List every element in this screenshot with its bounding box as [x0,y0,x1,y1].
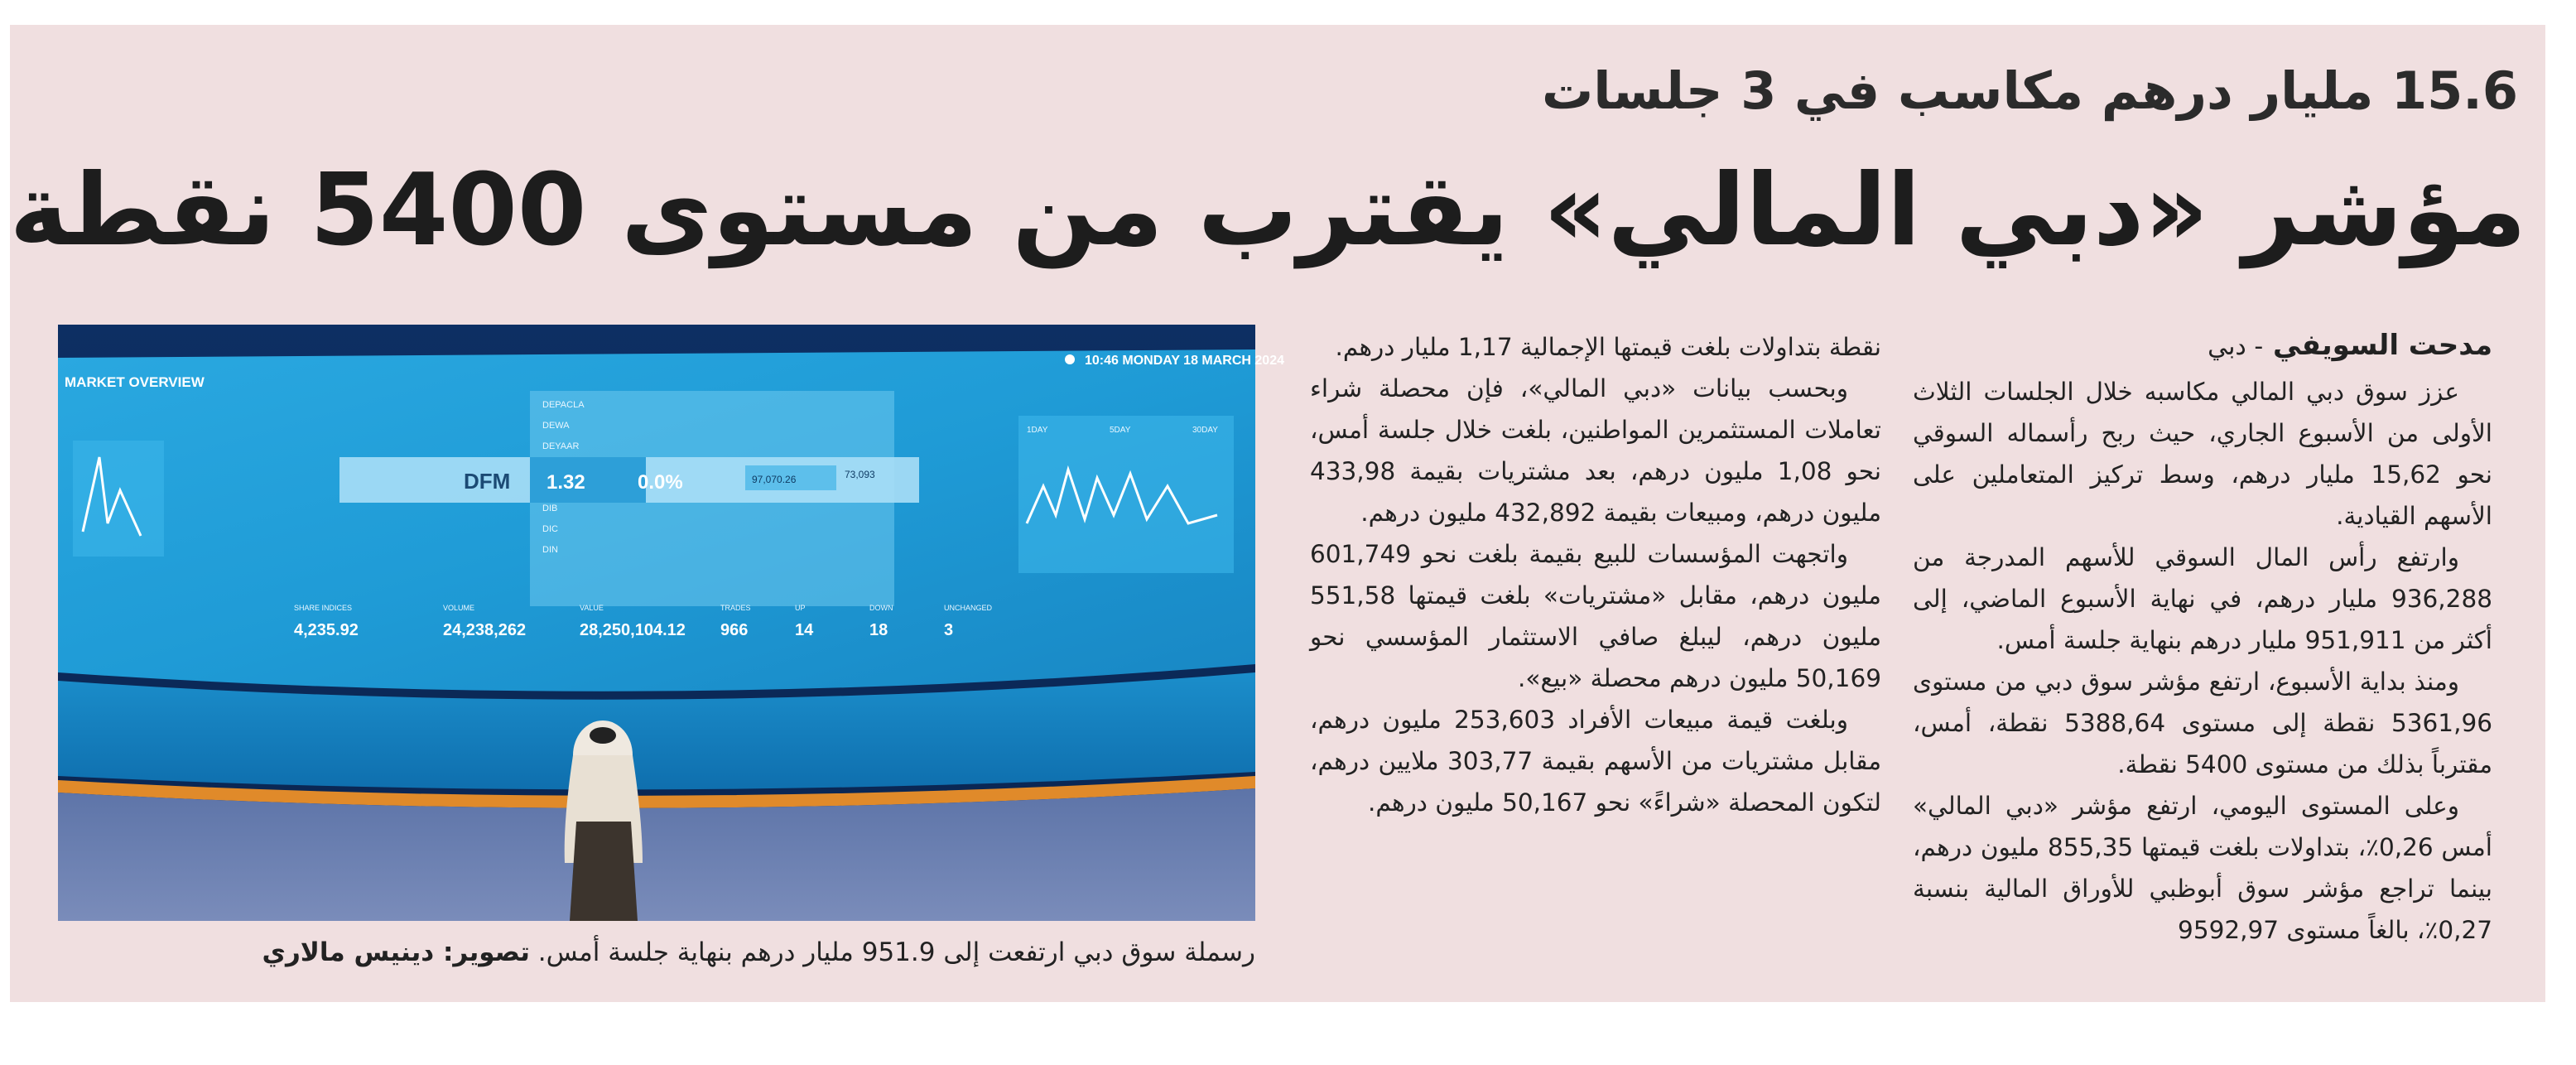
stat-label: VOLUME [443,604,475,612]
ticker-row: DEPACLA [542,400,585,410]
paragraph: وبلغت قيمة مبيعات الأفراد 253,603 مليون درهم، مقابل مشتريات من الأسهم بقيمة 303,77 ملايين درهم، لتكون المحصلة «شراءً» نحو 50,167 مليون درهم. [1310,706,1881,817]
price-chart [1018,416,1234,573]
stat-label: UNCHANGED [944,604,993,612]
volume-box: 73,093 [845,469,875,480]
ticker-row: DEYAAR [542,441,580,451]
stat-label: TRADES [720,604,751,612]
stat-label: VALUE [580,604,604,612]
article-subheadline: 15.6 مليار درهم مكاسب في 3 جلسات [1541,60,2518,121]
paragraph: ومنذ بداية الأسبوع، ارتفع مؤشر سوق دبي من مستوى 5361,96 نقطة إلى مستوى 5388,64 نقطة، أمس، مقترباً بذلك من مستوى 5400 نقطة. [1913,667,2492,778]
stat-value: 18 [869,621,888,639]
chart-tab: 5DAY [1110,426,1131,435]
paragraph: وعلى المستوى اليومي، ارتفع مؤشر «دبي المالي» أمس 0,26٪، بتداولات بلغت قيمتها 855,35 مليون درهم، بينما تراجع مؤشر سوق أبوظبي للأوراق المالية بنسبة 0,27٪، بالغاً مستوى 9592,97 [1913,792,2492,944]
article-headline: مؤشر «دبي المالي» يقترب من مستوى 5400 نقطة [9,153,2526,268]
volume-box: 97,070.26 [752,474,797,485]
index-change: 0.0% [638,471,683,494]
ticker-row: DIN [542,545,558,555]
stat-value: 3 [944,621,954,639]
ticker-row: DIB [542,504,558,513]
author-name: مدحت السويفي [2273,329,2492,362]
person-silhouette [565,720,643,921]
stat-value: 966 [720,621,749,639]
ticker-row: DIC [542,524,558,534]
byline [1913,326,2492,366]
index-name: DFM [464,469,511,494]
screen-datetime: 10:46 MONDAY 18 MARCH 2024 [1085,354,1284,368]
stat-value: 28,250,104.12 [580,621,686,639]
ticker-row: DEWA [542,421,570,431]
paragraph: عزز سوق دبي المالي مكاسبه خلال الجلسات الثلاث الأولى من الأسبوع الجاري، حيث ربح رأسماله السوقي نحو 15,62 مليار درهم، وسط تركيز المتعاملين على الأسهم القيادية. [1913,378,2493,530]
article-photo [58,325,1284,921]
stat-label: UP [795,604,806,612]
text-column-middle [1310,326,1881,823]
chart-tab: 30DAY [1192,426,1218,435]
stat-value: 24,238,262 [443,621,527,639]
stat-label: SHARE INDICES [294,604,353,612]
photo-caption [58,932,1255,972]
paragraph: واتجهت المؤسسات للبيع بقيمة بلغت نحو 601,749 مليون درهم، مقابل «مشتريات» بلغت قيمتها 551,58 مليون درهم، ليبلغ صافي الاستثمار المؤسسي نحو 50,169 مليون درهم محصلة «بيع». [1310,540,1881,692]
chart-tab: 1DAY [1027,426,1048,435]
paragraph: نقطة بتداولات بلغت قيمتها الإجمالية 1,17 مليار درهم. [1335,333,1881,361]
clock-icon [1065,354,1075,364]
index-value: 1.32 [546,471,585,494]
caption-text: رسملة سوق دبي ارتفعت إلى 951.9 مليار درهم بنهاية جلسة أمس. [537,937,1255,967]
dateline: - دبي [2208,332,2264,361]
stat-label: DOWN [869,604,893,612]
stat-value: 14 [795,621,814,639]
photo-credit: تصوير: دينيس مالاري [262,937,530,967]
paragraph: وبحسب بيانات «دبي المالي»، فإن محصلة شراء تعاملات المستثمرين المواطنين، بلغت خلال جلسة أمس، نحو 1,08 مليون درهم، بعد مشتريات بقيمة 433,98 مليون درهم، ومبيعات بقيمة 432,892 مليون درهم. [1310,374,1881,527]
text-column-right [1913,326,2492,951]
paragraph: وارتفع رأس المال السوقي للأسهم المدرجة من 936,288 مليار درهم، في نهاية الأسبوع الماضي، إلى أكثر من 951,911 مليار درهم بنهاية جلسة أمس. [1913,543,2492,654]
stat-value: 4,235.92 [294,621,359,639]
screen-header-label: MARKET OVERVIEW [65,374,205,390]
